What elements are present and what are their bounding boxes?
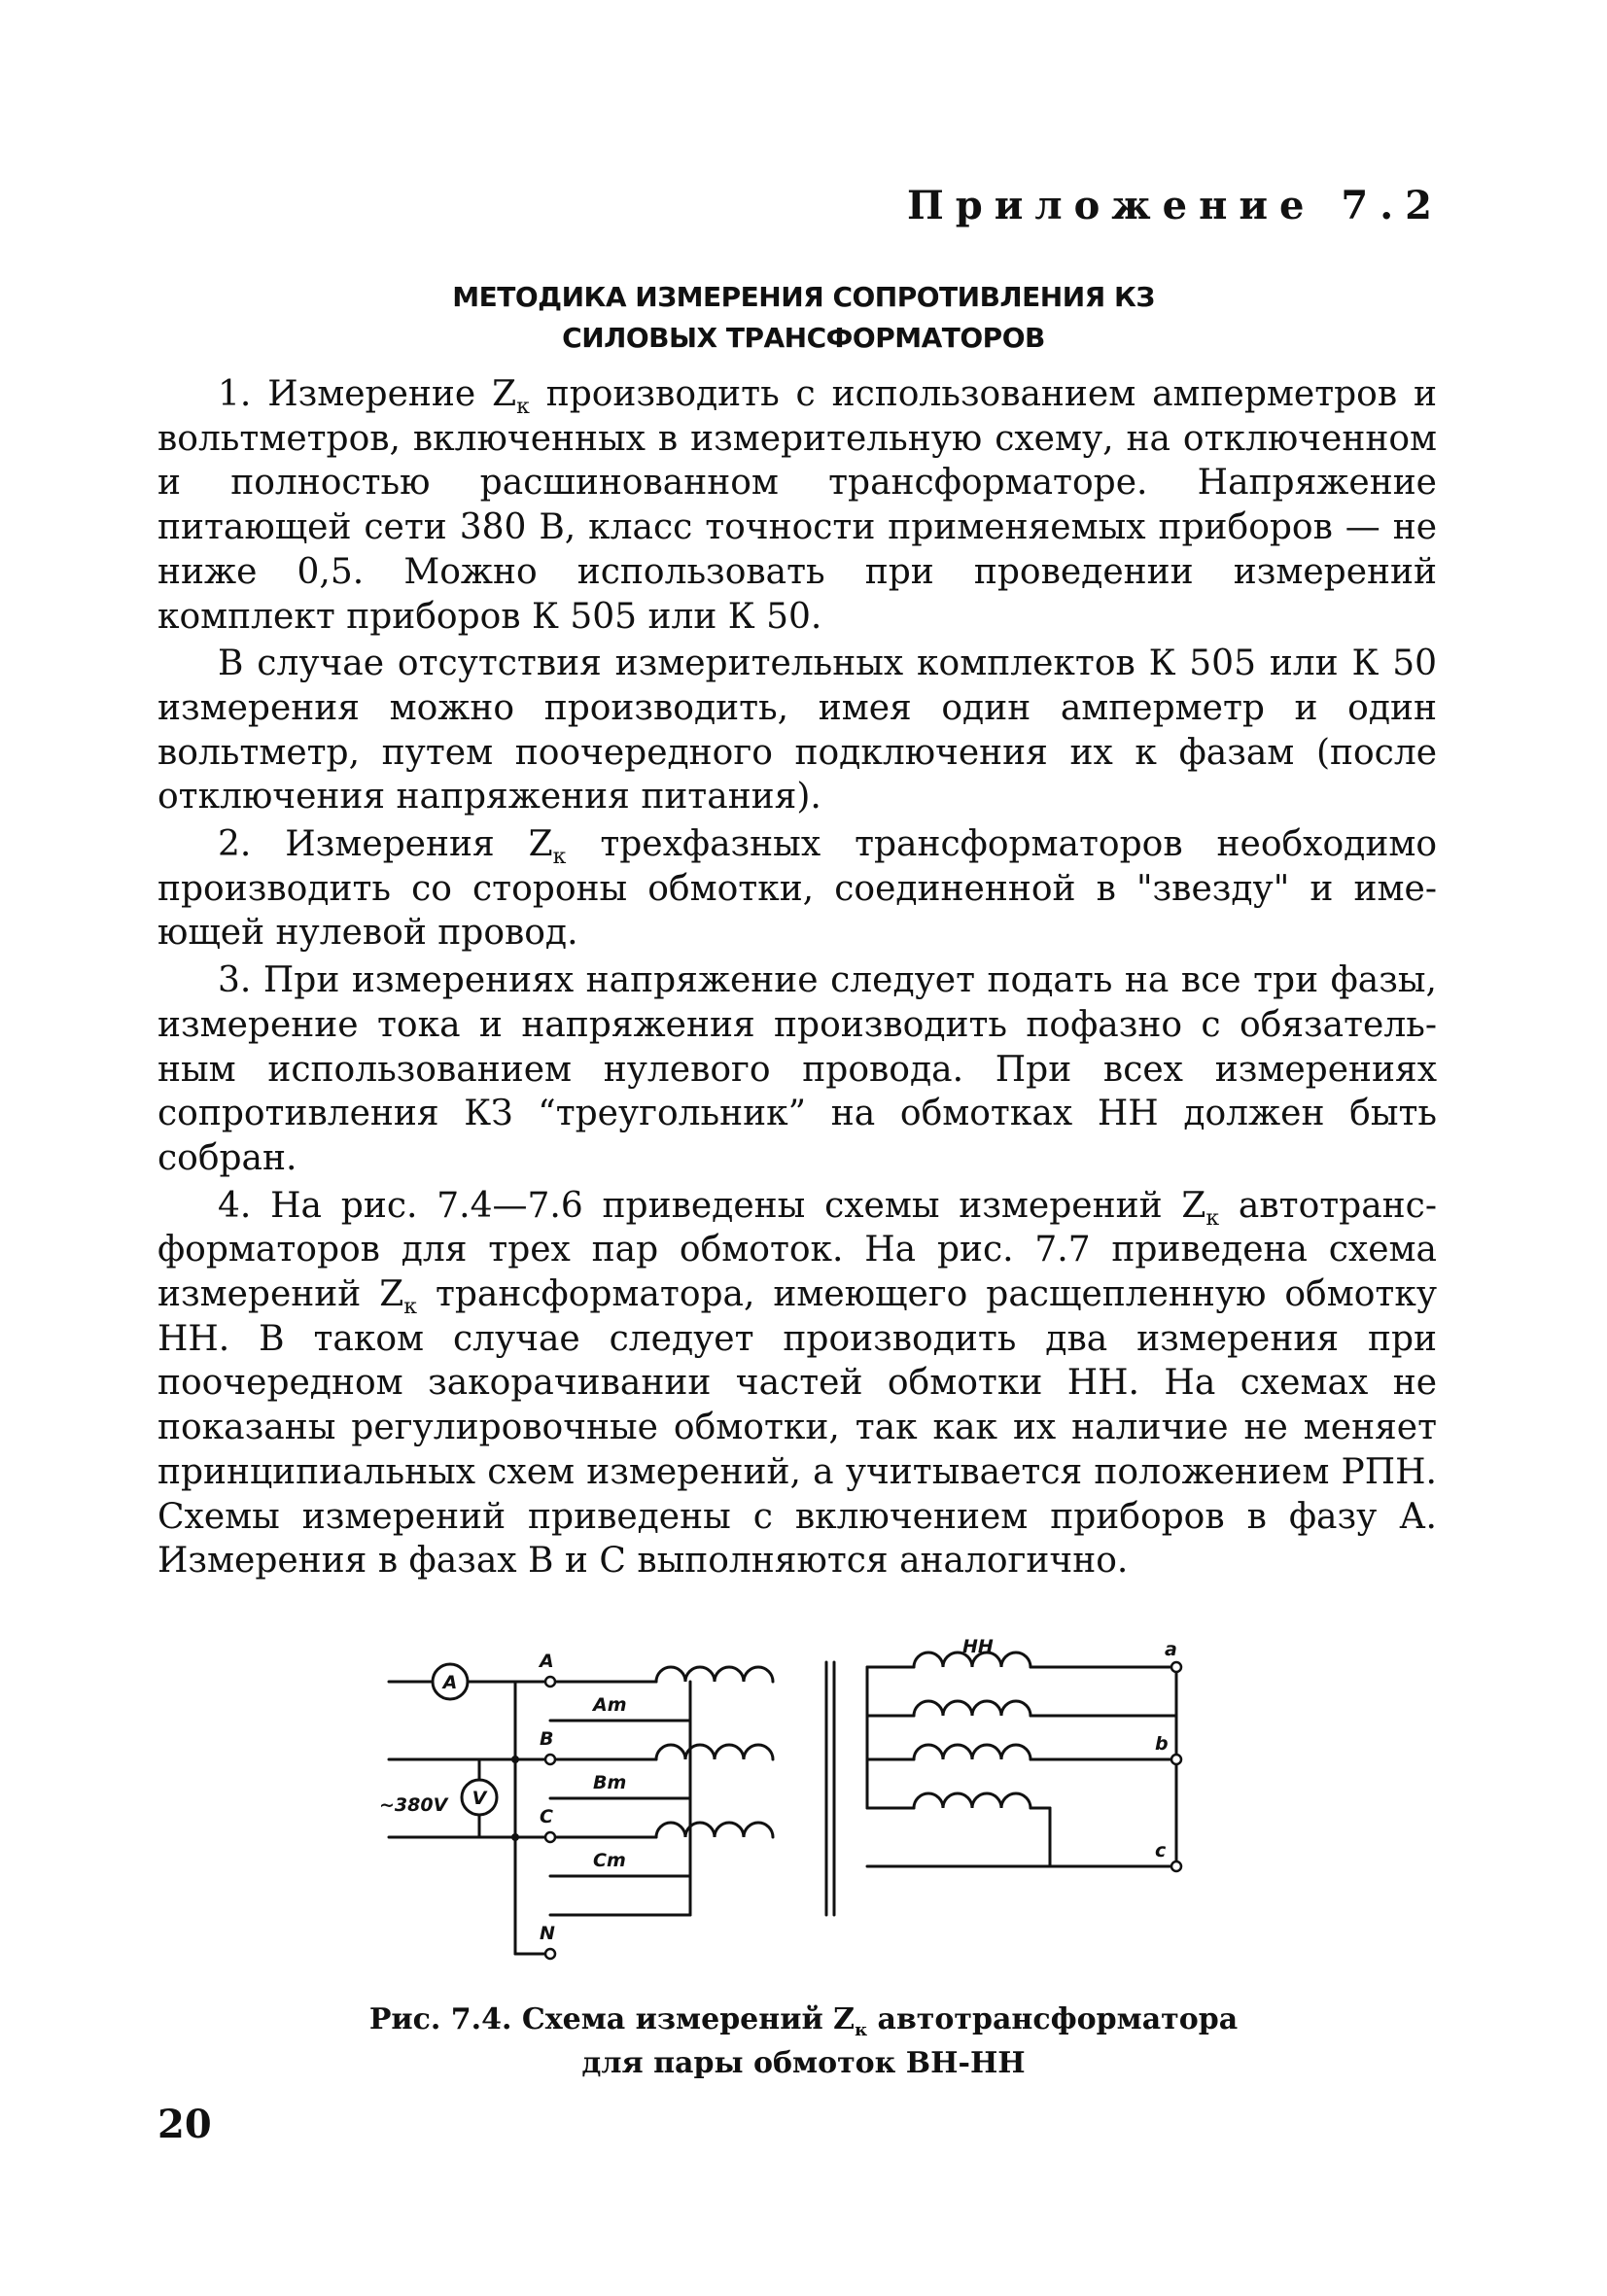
winding-a-label: Am — [593, 1694, 627, 1716]
paragraph-4: 3. При измерениях напряжение следует подать на все три фазы, измерение тока и напряжения производить пофазно с обязательным использованием нулевого провода. При всех измерениях сопротивления КЗ “треугольник” на обмотках НН должен быть собран. — [157, 960, 1437, 1178]
phase-c-label: C — [540, 1806, 553, 1827]
lv-c-label: c — [1155, 1840, 1167, 1861]
title-line-2: СИЛОВЫХ ТРАНСФОРМАТОРОВ — [562, 322, 1045, 354]
lv-delta — [867, 1652, 1176, 1866]
paragraph-2: В случае отсутствия измерительных комплектов К 505 или К 50 измерения можно производить, имея один амперметр и один вольтметр, путем поочередного подключения их к фазам (после отключения напряжения питания). — [157, 644, 1437, 818]
ammeter — [433, 1664, 468, 1699]
winding-c-label: Cm — [593, 1850, 626, 1871]
lv-a-label: a — [1165, 1639, 1177, 1660]
phase-a-label: A — [540, 1651, 554, 1672]
title-line-1: МЕТОДИКА ИЗМЕРЕНИЯ СОПРОТИВЛЕНИЯ КЗ — [452, 281, 1155, 313]
figure-caption — [0, 1998, 1607, 2085]
paragraph-5: 4. На рис. 7.4—7.6 приведены схемы измерений $Z_к$ автотрансформаторов для трех пар обмоток. На рис. 7.7 приведена схема измерений $Z_к$ трансформатора, имеющего расщепленную обмотку НН. В таком случае следует производить два измерения при поочередном закорачивании частей обмотки НН. На схемах не показаны регулировочные обмотки, так как их наличие не меняет принципиальных схем измерений, а учитывается положением РПН. Схемы измерений приведены с включением приборов в фазу А. Измерения в фазах В и С выполняются аналогично. — [157, 1185, 1438, 1582]
appendix-label: Приложение 7.2 — [906, 183, 1444, 228]
document-title — [0, 277, 1607, 359]
neutral-label: N — [540, 1923, 555, 1944]
supply-label: ~380V — [379, 1794, 448, 1816]
winding-b-coil — [550, 1745, 773, 1798]
circuit-diagram-svg — [369, 1638, 1225, 1988]
phase-b-label: B — [540, 1728, 554, 1750]
winding-b-label: Bm — [593, 1772, 627, 1793]
ammeter-label: A — [442, 1672, 458, 1693]
lv-label: HH — [962, 1638, 994, 1657]
page-number: 20 — [157, 2102, 212, 2147]
winding-a-coil — [550, 1667, 773, 1721]
lv-b-label: b — [1155, 1733, 1169, 1755]
paragraph-3: 2. Измерения $Z_к$ трехфазных трансформаторов необходимо производить со стороны обмотки, соединенной в "звезду" и имеющей нулевой провод. — [157, 824, 1437, 954]
voltmeter-label: V — [472, 1788, 487, 1809]
circuit-diagram — [369, 1638, 1225, 1988]
paragraph-1: 1. Измерение $Z_к$ производить с использованием амперметров и вольтметров, включенных в измерительную схему, на отключенном и полностью расшинованном трансформаторе. Напряжение питающей сети 380 В, класс точности применяемых приборов — не ниже 0,5. Можно использовать при проведении измерений комплект приборов К 505 или К 50. — [157, 374, 1437, 637]
caption-line-2: для пары обмоток ВН-НН — [581, 2046, 1026, 2080]
caption-line-1: Рис. 7.4. Схема измерений $Z_к$ автотрансформатора — [368, 2002, 1239, 2040]
winding-c-coil — [550, 1823, 773, 1876]
body-text — [157, 372, 1437, 1586]
voltmeter — [462, 1780, 497, 1815]
